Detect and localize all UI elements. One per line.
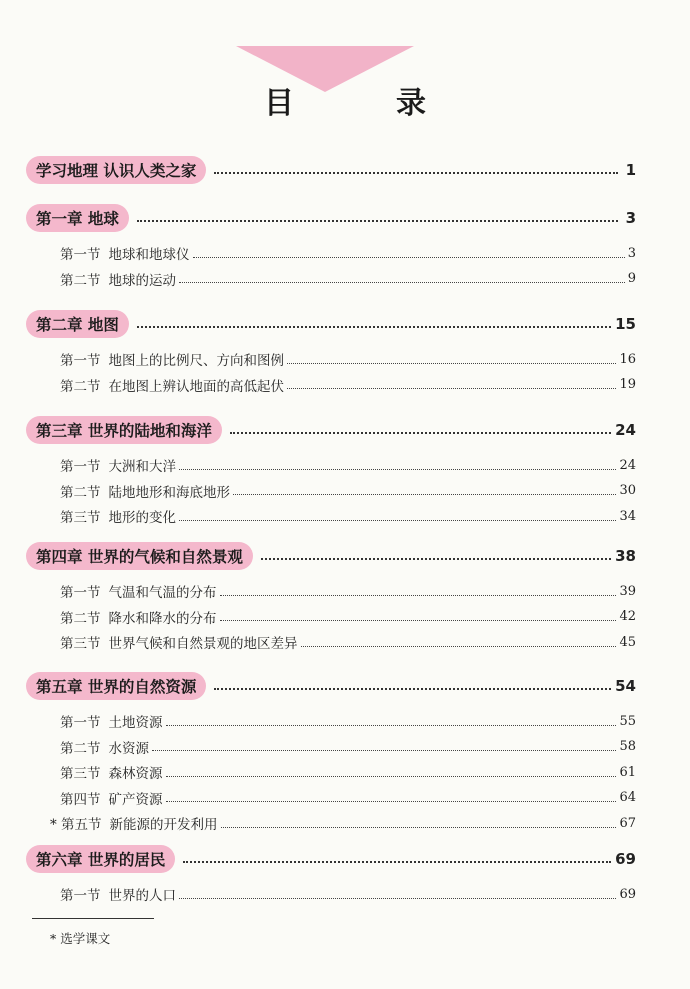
dot-leader [287,363,616,364]
section-title: 降水和降水的分布 [108,610,217,627]
section-number: 第三节 [60,766,101,782]
section-title: 气温和气温的分布 [108,585,217,601]
section-title: 地形的变化 [108,510,176,526]
section-title: 土地资源 [108,715,163,731]
section-page-number: 16 [619,351,636,367]
chapter-row[interactable] [26,542,636,570]
section-number: 第三节 [60,636,101,652]
section-number: 第四节 [60,791,101,808]
chapter-row[interactable] [26,672,636,700]
section-number: 第一节 [60,585,101,601]
section-page-number: 64 [619,790,636,805]
chapter-row[interactable] [26,845,636,873]
section-title: 地图上的比例尺、方向和图例 [108,353,284,369]
page-title: 目 录 [264,86,462,121]
section-title: 在地图上辨认地面的高低起伏 [108,378,284,395]
section-page-number: 42 [619,609,636,624]
section-row[interactable] [60,632,636,652]
dot-leader [179,520,616,521]
section-page-number: 45 [619,634,636,650]
section-title: 陆地地形和海底地形 [108,484,230,501]
section-number: 第二节 [60,740,101,757]
dot-leader [233,494,616,495]
dot-leader [220,620,617,621]
dot-leader [166,801,617,802]
section-row[interactable] [60,506,636,526]
chapter-row[interactable] [26,156,636,184]
chapter-page-number: 15 [615,315,636,333]
section-title: 矿产资源 [108,791,163,808]
dot-leader [183,861,611,863]
section-title: 水资源 [108,740,149,757]
dot-leader [166,725,617,726]
section-page-number: 67 [619,815,636,831]
footnote-divider [32,918,154,919]
section-row[interactable] [60,349,636,369]
section-row[interactable] [60,762,636,782]
section-row[interactable] [60,375,636,395]
dot-leader [261,558,611,560]
section-row[interactable] [60,243,636,263]
chapter-page-number: 1 [625,161,636,179]
section-number: 第一节 [60,353,101,369]
section-title: 地球和地球仪 [108,247,190,263]
section-page-number: 24 [619,457,636,473]
section-row[interactable] [50,813,636,833]
section-title: 世界气候和自然景观的地区差异 [108,636,298,652]
chapter-title: 第二章 地图 [26,310,129,338]
dot-leader [152,750,616,751]
section-number: 第二节 [60,484,101,501]
section-row[interactable] [60,737,636,757]
chapter-page-number: 38 [615,547,636,565]
section-title: 新能源的开发利用 [109,817,218,833]
section-number: 第二节 [60,378,101,395]
section-row[interactable] [60,607,636,627]
section-row[interactable] [60,711,636,731]
section-title: 地球的运动 [108,272,176,289]
chapter-title: 第五章 世界的自然资源 [26,672,206,700]
dot-leader [166,776,617,777]
section-page-number: 55 [619,713,636,729]
section-number: 第一节 [60,715,101,731]
chapter-title: 第六章 世界的居民 [26,845,175,873]
section-page-number: 61 [619,764,636,780]
section-number: 第一节 [60,888,101,904]
section-row[interactable] [60,788,636,808]
dot-leader [301,646,617,647]
section-number: * 第五节 [50,817,102,833]
section-row[interactable] [60,581,636,601]
chapter-title: 第三章 世界的陆地和海洋 [26,416,222,444]
chapter-row[interactable] [26,204,636,232]
dot-leader [137,220,618,222]
dot-leader [193,257,625,258]
section-page-number: 30 [619,483,636,498]
section-page-number: 34 [619,508,636,524]
chapter-page-number: 69 [615,850,636,868]
section-page-number: 69 [619,886,636,902]
dot-leader [214,688,611,690]
dot-leader [179,282,625,283]
section-row[interactable] [60,481,636,501]
dot-leader [220,595,617,596]
section-title: 森林资源 [108,766,163,782]
section-number: 第二节 [60,610,101,627]
dot-leader [179,898,616,899]
chapter-row[interactable] [26,416,636,444]
chapter-page-number: 54 [615,677,636,695]
chapter-page-number: 24 [615,421,636,439]
dot-leader [230,432,611,434]
section-number: 第一节 [60,459,101,475]
chapter-page-number: 3 [625,209,636,227]
chapter-title: 学习地理 认识人类之家 [26,156,206,184]
section-page-number: 58 [619,739,636,754]
section-page-number: 3 [627,245,636,261]
dot-leader [179,469,616,470]
section-page-number: 9 [627,271,636,286]
chapter-row[interactable] [26,310,636,338]
dot-leader [221,827,617,828]
section-page-number: 39 [619,583,636,599]
chapter-title: 第一章 地球 [26,204,129,232]
section-number: 第一节 [60,247,101,263]
section-row[interactable] [60,884,636,904]
section-number: 第二节 [60,272,101,289]
dot-leader [214,172,618,174]
dot-leader [137,326,611,328]
footnote: * 选学课文 [50,931,111,946]
section-page-number: 19 [619,377,636,392]
section-title: 世界的人口 [108,888,176,904]
section-number: 第三节 [60,510,101,526]
section-title: 大洲和大洋 [108,459,176,475]
section-row[interactable] [60,455,636,475]
section-row[interactable] [60,269,636,289]
chapter-title: 第四章 世界的气候和自然景观 [26,542,253,570]
dot-leader [287,388,616,389]
